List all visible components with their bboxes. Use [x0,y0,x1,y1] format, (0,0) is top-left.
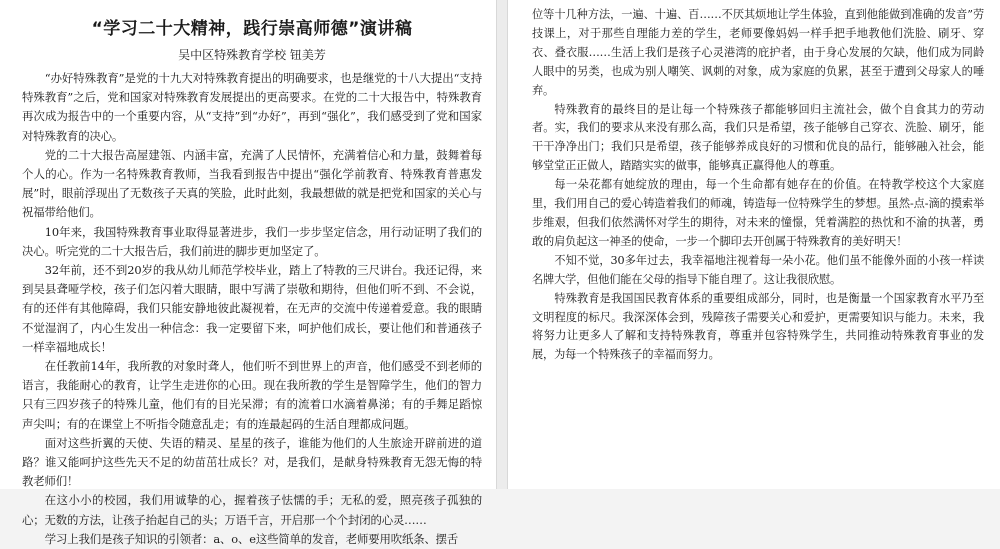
paragraph: 32年前，还不到20岁的我从幼儿师范学校毕业，踏上了特教的三尺讲台。我还记得，来到吴县聋哑学校，孩子们怎闪着大眼睛，眼中写满了崇敬和期待，但他们听不到、不会说，有的还伴有其他障碍，我们只能安静地彼此凝视着，在无声的交流中传递着爱意。我的眼睛不觉湿润了，内心生发出一种信念：我一定要留下来，呵护他们成长，要让他们和普通孩子一样幸福地成长！ [22,263,482,354]
paragraph: 学习上我们是孩子知识的引领者：a、o、e这些简单的发音，老师要用吹纸条、摆舌 [44,531,459,546]
author-byline: 吴中区特殊教育学校 钮美芳 [178,48,326,62]
paragraph: “办好特殊教育”是党的十九大对特殊教育提出的明确要求，也是继党的十八大提出“支持特殊教育”之后，党和国家对特殊教育发展提出的更高要求。在党的二十大报告中，特殊教育再次成为报告中的一个重要内容，从“支持”到“办好”，再到“强化”，我们感受到了党和国家对特殊教育的决心。 [22,71,482,143]
paragraph-continuation: 位等十几种方法，一遍、十遍、百……不厌其烦地让学生体验，直到他能做到准确的发音”劳技课上，对于那些自理能力差的学生，老师要像妈妈一样手把手地教他们洗脸、刷牙、穿衣、叠衣服……生活上我们是孩子心灵港湾的庇护者，由于身心发展的欠缺，他们成为同龄人眼中的另类，也成为别人嘲笑、讽刺的对象，成为家庭的负累，甚至于遭到父母家人的唾弃。 [532,8,984,97]
page-gutter [496,0,508,489]
document-title: “学习二十大精神，践行崇高师德”演讲稿 [91,19,413,39]
paragraph: 10年来，我国特殊教育事业取得显著进步，我们一步步坚定信念，用行动证明了我们的决心。听完党的二十大报告后，我们前进的脚步更加坚定了。 [22,224,482,258]
paragraph: 特殊教育的最终目的是让每一个特殊孩子都能够回归主流社会，做个自食其力的劳动者。实，我们的要求从来没有那么高，我们只是希望，孩子能够自己穿衣、洗脸、刷牙，能干干净净出门；我们只是希望，孩子能够养成良好的习惯和优良的品行，能够融入社会，能够堂堂正正做人，踏踏实实的做事，能够真正赢得他人的尊重。 [532,102,984,173]
page-content-left [22,14,482,549]
paragraph: 每一朵花都有她绽放的理由，每一个生命都有她存在的价值。在特教学校这个大家庭里，我们用自己的爱心铸造着我们的师魂，铸造每一位特殊学生的梦想。虽然-点-滴的摸索举步维艰，但我们依然满怀对学生的期待，对未来的憧憬，凭着满腔的热忱和不渝的执著，勇敢的肩负起这一神圣的使命，一步一个脚印去开创属于特殊教育的美好明天！ [532,178,984,248]
paragraph: 在任教前14年，我所教的对象时聋人，他们听不到世界上的声音，他们感受不到老师的语言，我能耐心的教育，让学生走进你的心田。现在我所教的学生是智障学生，他们的智力只有三四岁孩子的特殊儿童，他们有的目光呆滞；有的流着口水滴着鼻涕；有的手舞足蹈惊声尖叫；有的在课堂上不听指令随意乱走；有的连最起码的生活自理都成问题。 [22,359,482,431]
document-page-left [0,0,496,546]
paragraph: 党的二十大报告高屋建瓴、内涵丰富，充满了人民情怀，充满着信心和力量，鼓舞着每个人的心。作为一名特殊教育教师，当我看到报告中提出“强化学前教育、特殊教育普惠发展”时，眼前浮现出了无数孩子天真的笑脸，此时此刻，我最想做的就是把党和国家的关心与祝福带给他们。 [22,147,482,220]
paragraph: 不知不觉，30多年过去，我幸福地注视着每一朵小花。他们虽不能像外面的小孩一样读名牌大学，但他们能在父母的指导下能自理了。这让我很欣慰。 [532,253,984,286]
paragraph: 在这小小的校园，我们用诚挚的心，握着孩子怯懦的手；无私的爱，照亮孩子孤独的心；无数的方法，让孩子抬起自己的头；万语千言，开启那一个个封闭的心灵…… [22,493,482,527]
page-content-right [532,6,984,365]
document-page-right [508,0,1000,489]
paragraph: 特殊教育是我国国民教育体系的重要组成部分，同时，也是衡量一个国家教育水平乃至文明程度的标尺。我深深体会到，残障孩子需要关心和爱护，更需要知识与能力。未来，我将努力让更多人了解和支持特殊教育，尊重并包容特殊学生，共同推动特殊教育事业的发展，为每一个特殊孩子的幸福而努力。 [532,291,984,362]
paragraph: 面对这些折翼的天使、失语的精灵、星星的孩子，谁能为他们的人生旅途开辟前进的道路？谁又能呵护这些先天不足的幼苗茁壮成长？对，是我们，是献身特殊教育无怨无悔的特教老师们！ [22,435,482,489]
